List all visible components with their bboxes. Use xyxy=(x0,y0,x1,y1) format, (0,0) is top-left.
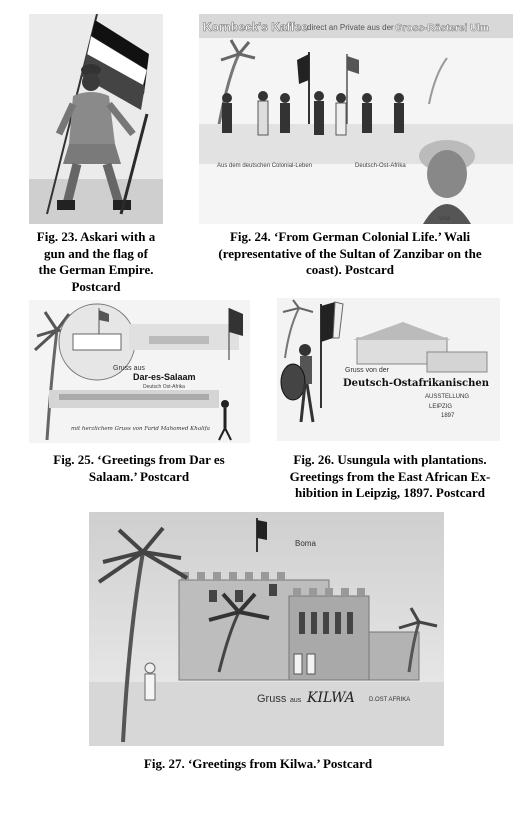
fig23-postcard-image xyxy=(29,14,163,224)
kilwa-boma-illustration xyxy=(89,512,444,746)
caption-line: Postcard xyxy=(71,278,121,294)
caption-line: Fig. 24. ‘From German Colonial Life.’ Wali xyxy=(229,229,471,244)
fig23-caption xyxy=(16,229,176,295)
fig25-caption xyxy=(20,452,258,485)
fig27-caption xyxy=(60,756,456,773)
place-name-text: KILWA xyxy=(307,690,355,706)
caption-line: hibition in Leipzig, 1897. Postcard xyxy=(295,485,485,500)
portrait-label: Wali xyxy=(439,216,451,222)
caption-line: Fig. 26. Usungula with plantations. xyxy=(293,452,487,467)
place-name-text: Dar-es-Salaam xyxy=(133,372,196,382)
askari-illustration xyxy=(29,14,163,224)
greeting-text: Gruss xyxy=(257,693,287,705)
colonial-life-illustration xyxy=(199,14,513,224)
fig25-postcard-image xyxy=(29,300,250,443)
fig26-postcard-image xyxy=(277,298,500,441)
caption-line: Fig. 25. ‘Greetings from Dar es xyxy=(53,452,225,467)
region-text: D.OST AFRIKA xyxy=(369,697,411,703)
greeting-text: Gruss aus xyxy=(113,365,145,372)
header-middle: direct an Private aus der xyxy=(307,23,394,32)
fig26-caption xyxy=(264,452,516,502)
fig27-postcard-image xyxy=(89,512,444,746)
region-text: Deutsch Ost-Afrika xyxy=(143,384,185,390)
fig24-postcard-image xyxy=(199,14,513,224)
greeting-text: Gruss von der xyxy=(345,367,389,374)
caption-line: the German Empire. xyxy=(38,262,154,277)
leipzig-exhibition-illustration xyxy=(277,298,500,441)
caption-line: Greetings from the East African Ex- xyxy=(289,468,491,484)
aus-text: aus xyxy=(290,697,302,704)
caption-line: Fig. 23. Askari with a xyxy=(36,229,156,244)
header-brand: Kornbeck's Kaffee xyxy=(203,20,308,34)
header-roastery: Gross-Rösterei Ulm xyxy=(395,23,489,34)
caption-line: (representative of the Sultan of Zanzibar on the xyxy=(218,245,482,261)
dar-es-salaam-illustration xyxy=(29,300,250,443)
exhibition-subtitle: AUSSTELLUNG xyxy=(425,394,470,400)
exhibition-year: 1897 xyxy=(441,413,455,419)
exhibition-place: LEIPZIG xyxy=(429,404,453,410)
image-subtitle-left: Aus dem deutschen Colonial-Leben xyxy=(217,163,313,169)
caption-line: Fig. 27. ‘Greetings from Kilwa.’ Postcard xyxy=(143,756,373,771)
fig24-caption xyxy=(184,229,516,279)
handwritten-note: mit herzlichem Gruss von Farid Mahomed Khalifa xyxy=(71,426,210,432)
image-subtitle-mid: Deutsch-Ost-Afrika xyxy=(355,163,406,169)
caption-line: gun and the flag of xyxy=(43,245,149,261)
exhibition-title: Deutsch-Ostafrikanischen xyxy=(343,378,489,389)
caption-line: coast). Postcard xyxy=(305,262,395,277)
caption-line: Salaam.’ Postcard xyxy=(88,468,190,484)
building-label: Boma xyxy=(295,539,316,548)
